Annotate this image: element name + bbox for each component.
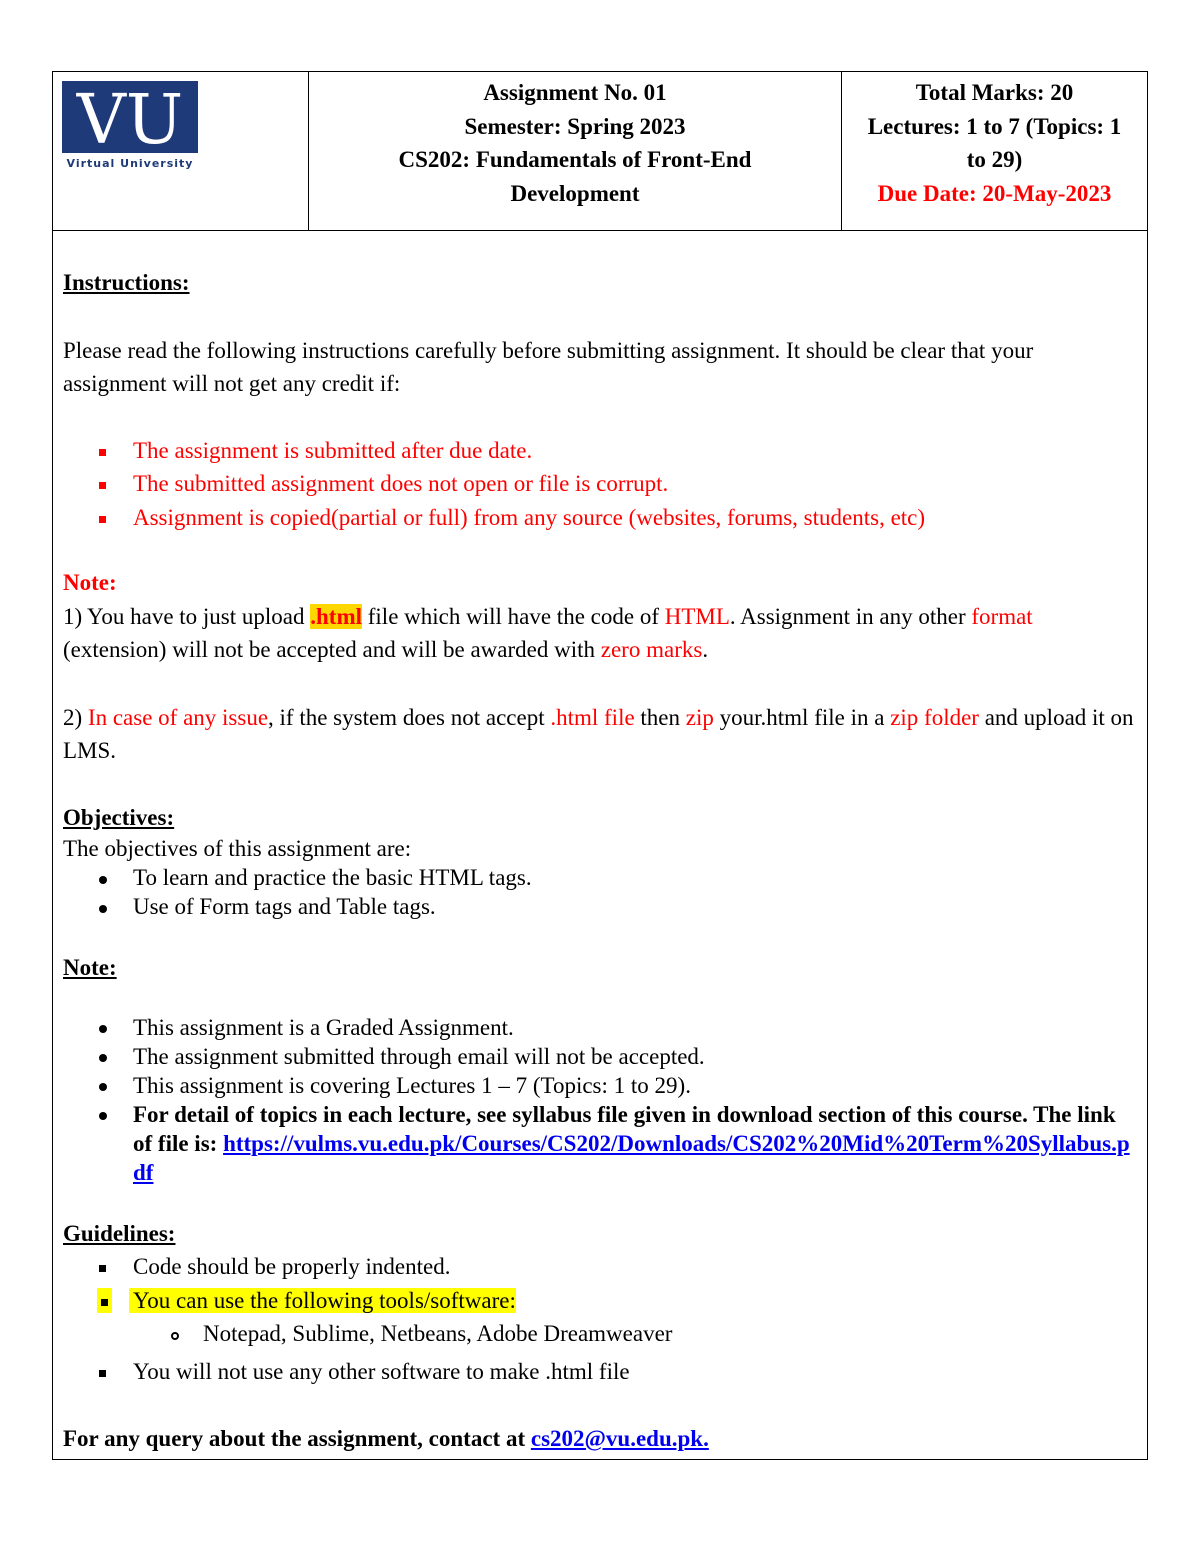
bullet-icon (99, 1054, 107, 1062)
objectives-intro: The objectives of this assignment are: (63, 836, 412, 861)
course-title-line1: CS202: Fundamentals of Front-End (398, 147, 752, 172)
bullet-icon (99, 516, 106, 523)
bullet-icon (99, 449, 106, 456)
list-item: Code should be properly indented. (63, 1250, 1137, 1284)
list-item: Assignment is copied(partial or full) from any source (websites, forums, students, etc) (63, 501, 1137, 535)
instructions-heading: Instructions: (63, 270, 190, 295)
assignment-page (52, 71, 1148, 1460)
note2-list (63, 1013, 1137, 1187)
list-item: The assignment submitted through email will not be accepted. (63, 1042, 1137, 1071)
bullet-icon (99, 1025, 107, 1033)
list-item: You will not use any other software to make .html file (63, 1355, 1137, 1389)
bullet-icon (99, 876, 107, 884)
logo-caption: Virtual University (66, 157, 194, 170)
bullet-icon (99, 905, 107, 913)
title-cell (309, 72, 842, 230)
list-item: For detail of topics in each lecture, see syllabus file given in download section of this course. The link of file is: https://vulms.vu.edu.pk/Courses/CS202/Downloads/CS202%20Mid%20Term%20Syllabus.pdf (63, 1100, 1137, 1187)
note2-heading: Note: (63, 955, 117, 980)
guidelines-list (63, 1250, 1137, 1388)
bullet-icon (99, 1370, 106, 1377)
bullet-icon (99, 1112, 107, 1120)
objectives-list (63, 863, 1137, 921)
list-item: You can use the following tools/software: (63, 1284, 1137, 1318)
list-item: The assignment is submitted after due date. (63, 434, 1137, 468)
due-date: Due Date: 20-May-2023 (877, 180, 1112, 206)
syllabus-link[interactable]: https://vulms.vu.edu.pk/Courses/CS202/Downloads/CS202%20Mid%20Term%20Syllabus.pdf (133, 1130, 1130, 1185)
bullet-icon (99, 1265, 106, 1272)
note-paragraph-1: 1) You have to just upload .html file which will have the code of HTML. Assignment in any other format (extension) will not be accepted and will be awarded with zero marks. (63, 603, 1033, 662)
logo-text: VU (76, 81, 184, 160)
note-paragraph-2: 2) In case of any issue, if the system does not accept .html file then zip your.html file in a zip folder and upload it on LMS. (63, 704, 1134, 763)
bullet-icon (101, 1299, 108, 1306)
objectives-heading: Objectives: (63, 804, 175, 830)
bullet-icon (99, 482, 106, 489)
list-item: The submitted assignment does not open or file is corrupt. (63, 467, 1137, 501)
assignment-number: Assignment No. 01 (483, 80, 667, 105)
list-item: To learn and practice the basic HTML tags. (63, 863, 1137, 892)
instructions-intro: Please read the following instructions carefully before submitting assignment. It should be clear that your assignment will not get any credit if: (63, 337, 1034, 396)
vu-logo (62, 81, 198, 172)
contact-line: For any query about the assignment, contact at cs202@vu.edu.pk. (63, 1426, 709, 1451)
assignment-body (63, 230, 1137, 1456)
bullet-icon (99, 1083, 107, 1091)
lectures-line1: Lectures: 1 to 7 (Topics: 1 (867, 113, 1122, 139)
note-heading: Note: (63, 570, 117, 595)
instructions-list (63, 434, 1137, 535)
guidelines-heading: Guidelines: (63, 1220, 176, 1246)
list-item: This assignment is covering Lectures 1 – 7 (Topics: 1 to 29). (63, 1071, 1137, 1100)
total-marks: Total Marks: 20 (915, 80, 1074, 105)
course-title-line2: Development (510, 180, 640, 206)
lectures-line2: to 29) (966, 147, 1023, 172)
list-item: Use of Form tags and Table tags. (63, 892, 1137, 921)
list-item: Notepad, Sublime, Netbeans, Adobe Dreamweaver (63, 1317, 1137, 1351)
list-item: This assignment is a Graded Assignment. (63, 1013, 1137, 1042)
logo-cell (53, 72, 309, 230)
sub-bullet-icon (171, 1332, 179, 1340)
semester: Semester: Spring 2023 (464, 113, 686, 139)
marks-cell (842, 72, 1147, 230)
contact-email-link[interactable]: cs202@vu.edu.pk. (530, 1426, 709, 1451)
header-table (53, 72, 1147, 231)
